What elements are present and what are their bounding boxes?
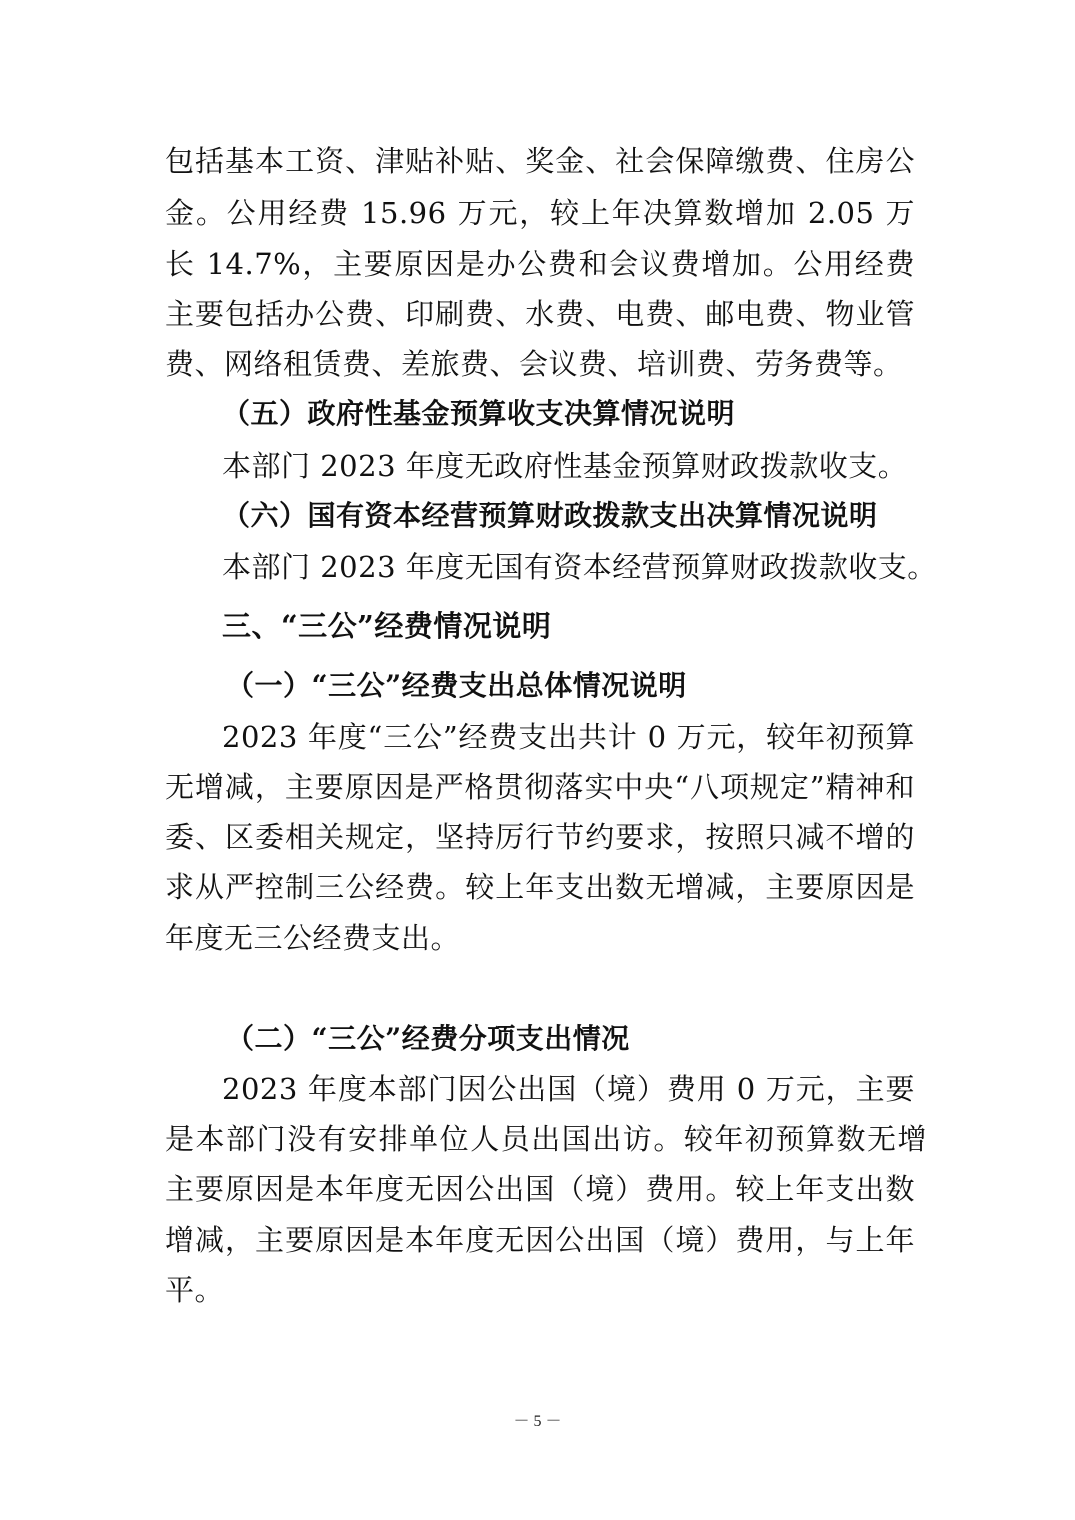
subsection-heading-3-1: （一）“三公”经费支出总体情况说明 [226, 669, 687, 702]
body-text-line: 2023 年度本部门因公出国（境）费用 0 万元，主要 [222, 1072, 915, 1106]
body-text-line: 包括基本工资、津贴补贴、奖金、社会保障缴费、住房公 [165, 144, 915, 178]
body-text-line: 求从严控制三公经费。较上年支出数无增减，主要原因是 [165, 870, 915, 904]
chapter-heading-3: 三、“三公”经费情况说明 [222, 609, 552, 643]
subsection-heading-3-2: （二）“三公”经费分项支出情况 [226, 1022, 630, 1055]
body-text-line: 是本部门没有安排单位人员出国出访。较年初预算数无增 [165, 1122, 927, 1156]
section-paragraph-6: 本部门 2023 年度无国有资本经营预算财政拨款收支。 [222, 550, 937, 584]
body-text-line: 平。 [165, 1273, 225, 1307]
body-text-line: 主要原因是本年度无因公出国（境）费用。较上年支出数 [165, 1172, 915, 1206]
section-heading-5: （五）政府性基金预算收支决算情况说明 [222, 397, 736, 430]
body-text-line: 无增减，主要原因是严格贯彻落实中央“八项规定”精神和 [165, 770, 915, 804]
section-heading-6: （六）国有资本经营预算财政拨款支出决算情况说明 [222, 499, 878, 532]
body-text-line: 增减，主要原因是本年度无因公出国（境）费用，与上年 [165, 1223, 915, 1257]
page-number: － 5 － [513, 1413, 562, 1430]
body-text-line: 2023 年度“三公”经费支出共计 0 万元，较年初预算 [222, 720, 915, 754]
body-text-line: 金。公用经费 15.96 万元，较上年决算数增加 2.05 万 [165, 196, 915, 230]
body-text-line: 委、区委相关规定，坚持厉行节约要求，按照只减不增的 [165, 820, 915, 854]
body-text-line: 费、网络租赁费、差旅费、会议费、培训费、劳务费等。 [165, 347, 903, 381]
body-text-line: 长 14.7%，主要原因是办公费和会议费增加。公用经费 [165, 247, 915, 281]
body-text-line: 主要包括办公费、印刷费、水费、电费、邮电费、物业管 [165, 297, 915, 331]
body-text-line: 年度无三公经费支出。 [165, 921, 461, 955]
section-paragraph-5: 本部门 2023 年度无政府性基金预算财政拨款收支。 [222, 449, 908, 483]
